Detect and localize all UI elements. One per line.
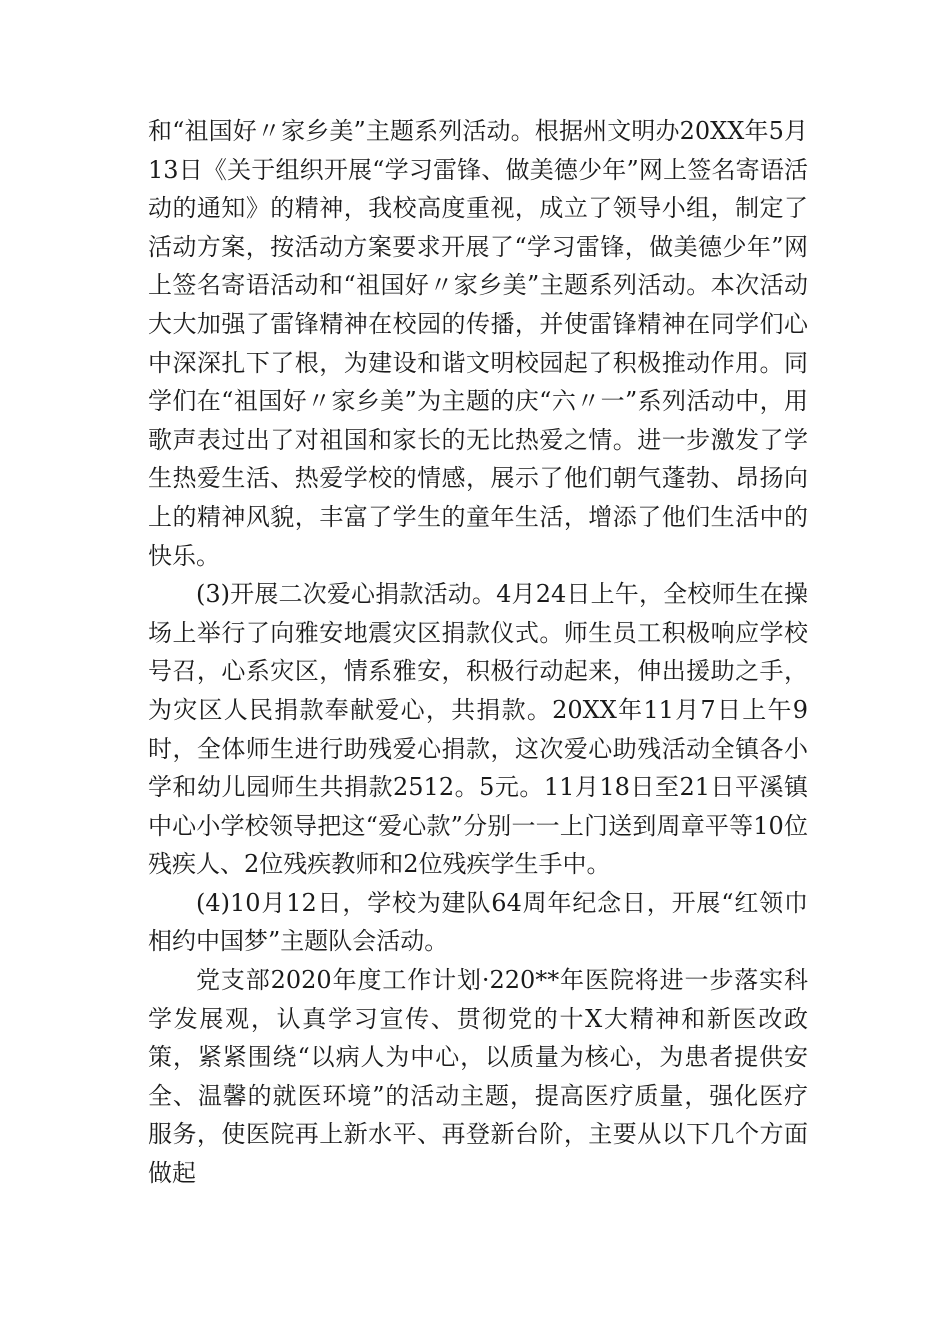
paragraph-donation-activities: (3)开展二次爱心捐款活动。4月24日上午，全校师生在操场上举行了向雅安地震灾区捐款仪式。师生员工积极响应学校号召，心系灾区，情系雅安，积极行动起来，伸出援助之手，为灾区人民捐款奉献爱心，共捐款。20XX年11月7日上午9时，全体师生进行助残爱心捐款，这次爱心助残活动全镇各小学和幼儿园师生共捐款2512。5元。11月18日至21日平溪镇中心小学校领导把这“爱心款”分别一一上门送到周章平等10位残疾人、2位残疾教师和2位残疾学生手中。 (148, 580, 808, 879)
paragraph-activities-summary: 和“祖国好〃家乡美”主题系列活动。根据州文明办20XX年5月13日《关于组织开展“学习雷锋、做美德少年”网上签名寄语活动的通知》的精神，我校高度重视，成立了领导小组，制定了活动方案，按活动方案要求开展了“学习雷锋，做美德少年”网上签名寄语活动和“祖国好〃家乡美”主题系列活动。本次活动大大加强了雷锋精神在校园的传播，并使雷锋精神在同学们心中深深扎下了根，为建设和谐文明校园起了积极推动作用。同学们在“祖国好〃家乡美”为主题的庆“六〃一”系列活动中，用歌声表过出了对祖国和家长的无比热爱之情。进一步激发了学生热爱生活、热爱学校的情感，展示了他们朝气蓬勃、昂扬向上的精神风貌，丰富了学生的童年生活，增添了他们生活中的快乐。 (148, 117, 808, 570)
paragraph-team-meeting: (4)10月12日，学校为建队64周年纪念日，开展“红领巾相约中国梦”主题队会活动。 (148, 888, 808, 956)
document-body (148, 112, 808, 1193)
paragraph-work-plan: 党支部2020年度工作计划·220**年医院将进一步落实科学发展观，认真学习宣传、贯彻党的十X大精神和新医改政策，紧紧围绕“以病人为中心，以质量为核心，为患者提供安全、温馨的就医环境”的活动主题，提高医疗质量，强化医疗服务，使医院再上新水平、再登新台阶，主要从以下几个方面做起 (148, 966, 808, 1188)
